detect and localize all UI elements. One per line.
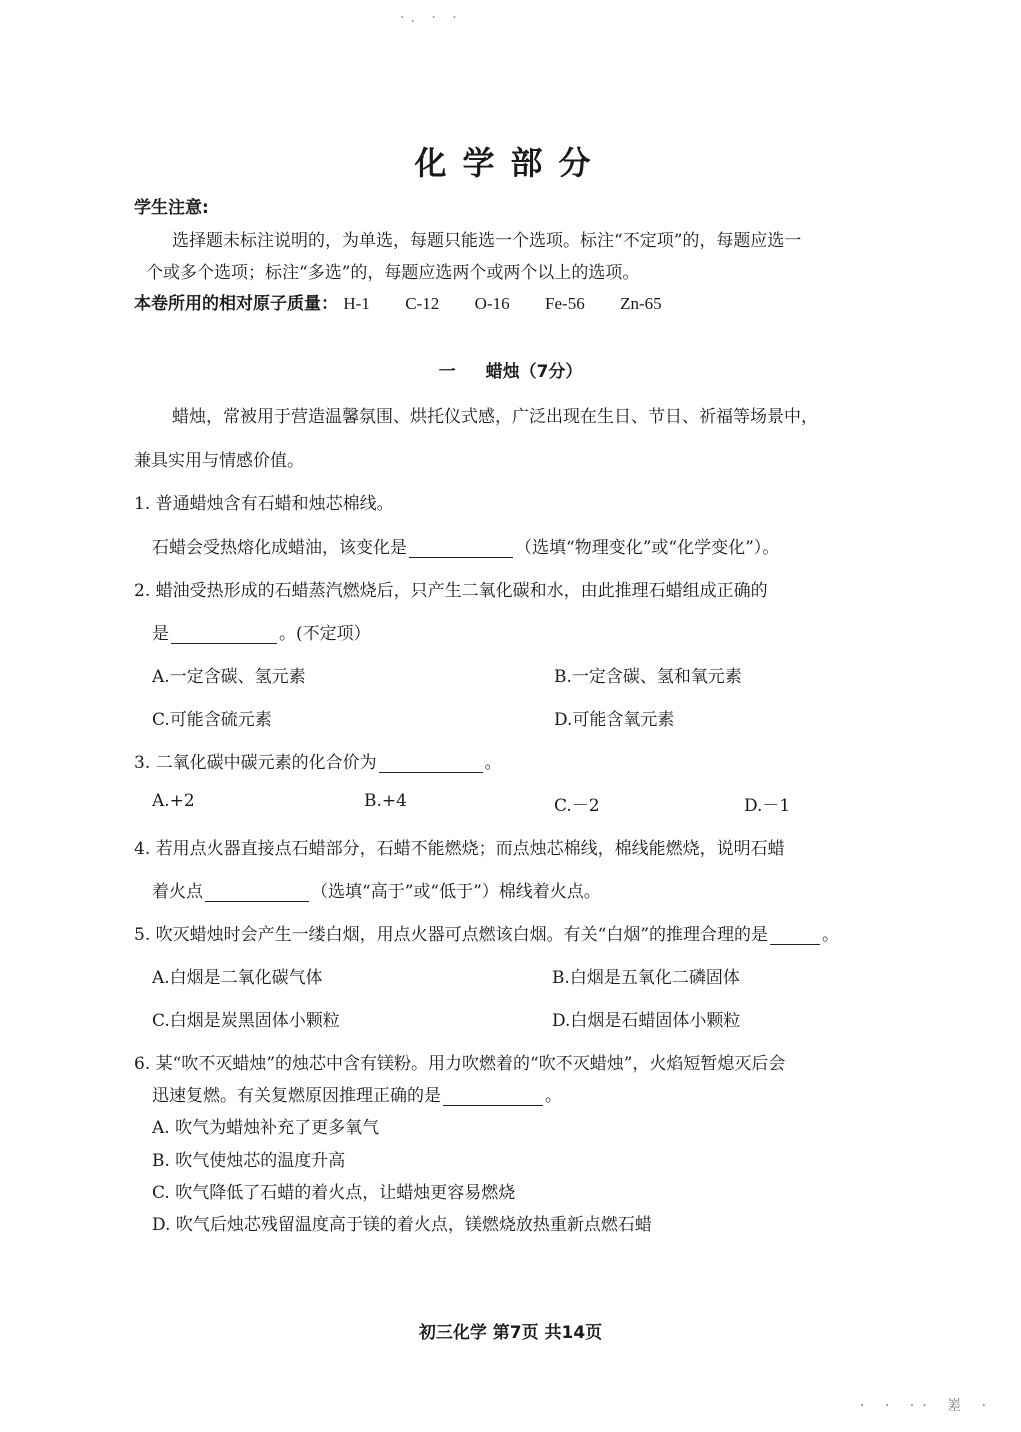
- q3-text-pre: 3. 二氧化碳中碳元素的化合价为: [134, 753, 377, 773]
- q2-text-pre: 是: [152, 624, 169, 644]
- section-number: 一: [438, 362, 456, 382]
- atomic-mass-h: H-1: [343, 294, 370, 313]
- q2-fill-line: [152, 619, 371, 644]
- q4-fill-line: [152, 877, 601, 902]
- atomic-mass-c: C-12: [405, 294, 440, 313]
- q5-text-post: 。: [822, 925, 840, 945]
- q2-option-b[interactable]: B.一定含碳、氢和氧元素: [554, 667, 742, 687]
- intro-line-1: 蜡烛，常被用于营造温馨氛围、烘托仪式感，广泛出现在生日、节日、祈福等场景中，: [172, 407, 818, 427]
- q6-option-b[interactable]: B. 吹气使烛芯的温度升高: [152, 1151, 346, 1171]
- q5-answer-blank[interactable]: [770, 926, 820, 945]
- q6-text-pre: 迅速复燃。有关复燃原因推理正确的是: [152, 1086, 441, 1106]
- q2-option-d[interactable]: D.可能含氧元素: [554, 710, 675, 730]
- q2-text-post: 。(不定项）: [279, 624, 371, 644]
- atomic-mass-label: 本卷所用的相对原子质量：: [134, 294, 338, 314]
- q3-option-b[interactable]: B.+4: [364, 791, 407, 811]
- q3-option-d[interactable]: D.－1: [744, 796, 791, 816]
- notice-line-1: 选择题未标注说明的，为单选，每题只能选一个选项。标注“不定项”的，每题应选一: [172, 231, 802, 251]
- intro-line-2: 兼具实用与情感价值。: [134, 451, 304, 471]
- q1-answer-blank[interactable]: [409, 539, 513, 558]
- q5-option-b[interactable]: B.白烟是五氧化二磷固体: [552, 968, 740, 988]
- q3-option-a[interactable]: A.+2: [152, 791, 195, 811]
- q6-option-d[interactable]: D. 吹气后烛芯残留温度高于镁的着火点，镁燃烧放热重新点燃石蜡: [152, 1215, 652, 1235]
- section-heading: [0, 357, 1021, 382]
- q4-text-pre: 着火点: [152, 882, 203, 902]
- notice-heading: 学生注意:: [134, 198, 209, 218]
- corner-scan-specks: · · ·· 嵳 ·: [860, 1398, 995, 1414]
- q4-stem: 4. 若用点火器直接点石蜡部分，石蜡不能燃烧；而点烛芯棉线，棉线能燃烧，说明石蜡: [134, 839, 785, 859]
- q5-option-a[interactable]: A.白烟是二氧化碳气体: [152, 968, 323, 988]
- q6-option-a[interactable]: A. 吹气为蜡烛补充了更多氧气: [152, 1118, 380, 1138]
- q4-text-post: （选填“高于”或“低于”）棉线着火点。: [311, 882, 601, 902]
- q2-option-a[interactable]: A.一定含碳、氢元素: [152, 667, 306, 687]
- q3-text-post: 。: [484, 753, 502, 773]
- section-title: 蜡烛（7分）: [485, 362, 583, 382]
- page-title: 化学部分: [414, 144, 607, 182]
- atomic-mass-row: [134, 289, 692, 314]
- atomic-mass-o: O-16: [474, 294, 510, 313]
- page-footer: 初三化学 第7页 共14页: [418, 1323, 603, 1343]
- q5-text-pre: 5. 吹灭蜡烛时会产生一缕白烟，用点火器可点燃该白烟。有关“白烟”的推理合理的是: [134, 925, 769, 945]
- q6-text-post: 。: [545, 1086, 562, 1106]
- q2-answer-blank[interactable]: [171, 625, 277, 644]
- q3-stem: [134, 748, 502, 773]
- q6-answer-blank[interactable]: [443, 1087, 543, 1106]
- q6-fill-line: [152, 1081, 562, 1106]
- q2-option-c[interactable]: C.可能含硫元素: [152, 710, 272, 730]
- atomic-mass-fe: Fe-56: [545, 294, 585, 313]
- q1-stem: 1. 普通蜡烛含有石蜡和烛芯棉线。: [134, 494, 394, 514]
- top-scan-specks: ·. · ·: [400, 10, 463, 26]
- q6-option-c[interactable]: C. 吹气降低了石蜡的着火点，让蜡烛更容易燃烧: [152, 1183, 516, 1203]
- q5-stem: [134, 920, 839, 945]
- notice-line-2: 个或多个选项；标注“多选”的，每题应选两个或两个以上的选项。: [146, 263, 640, 283]
- atomic-mass-zn: Zn-65: [620, 294, 662, 313]
- q6-stem: 6. 某“吹不灭蜡烛”的烛芯中含有镁粉。用力吹燃着的“吹不灭蜡烛”，火焰短暂熄灭后会: [134, 1054, 786, 1074]
- q4-answer-blank[interactable]: [205, 883, 309, 902]
- q3-answer-blank[interactable]: [379, 754, 483, 773]
- q5-option-c[interactable]: C.白烟是炭黑固体小颗粒: [152, 1011, 340, 1031]
- q1-text-pre: 石蜡会受热熔化成蜡油，该变化是: [152, 538, 407, 558]
- q1-text-post: （选填“物理变化”或“化学变化”）。: [515, 538, 780, 558]
- q2-stem: 2. 蜡油受热形成的石蜡蒸汽燃烧后，只产生二氧化碳和水，由此推理石蜡组成正确的: [134, 581, 768, 601]
- q5-option-d[interactable]: D.白烟是石蜡固体小颗粒: [552, 1011, 741, 1031]
- q3-option-c[interactable]: C.－2: [554, 796, 600, 816]
- q1-fill-line: [152, 533, 779, 558]
